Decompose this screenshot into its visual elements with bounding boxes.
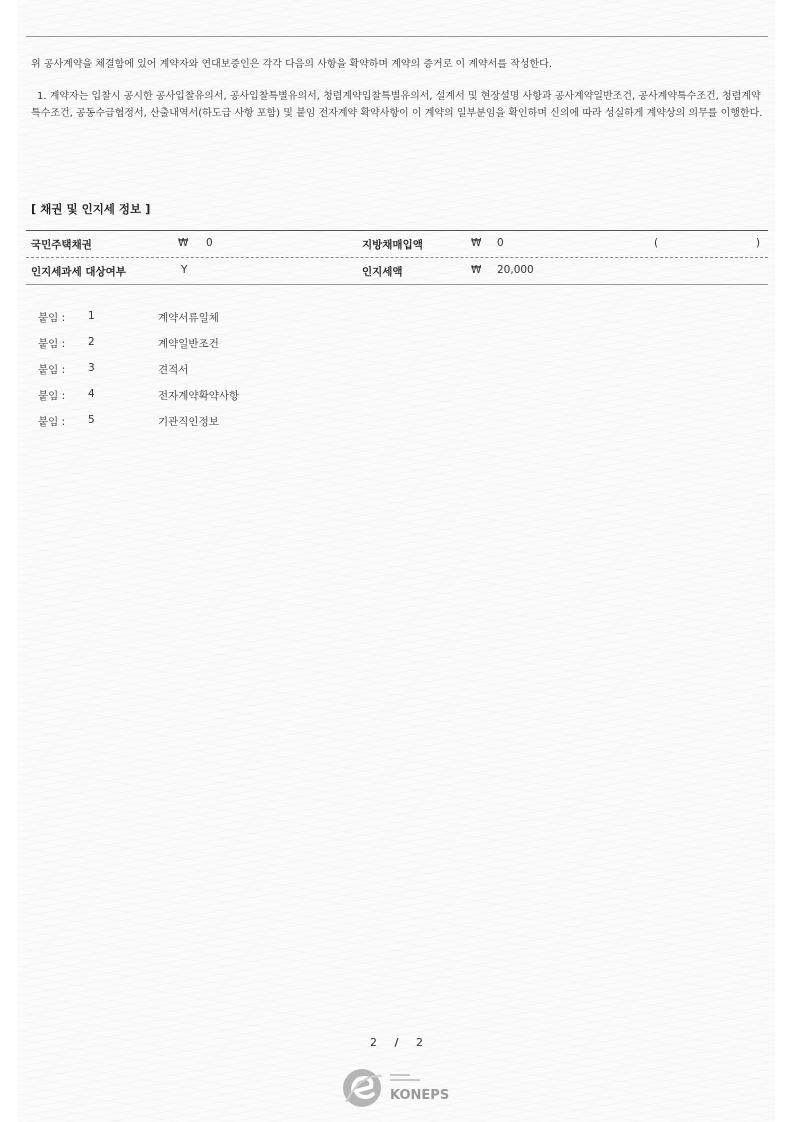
- currency-symbol: ₩: [178, 237, 189, 249]
- attachment-number: 2: [88, 336, 95, 348]
- attachment-number: 1: [88, 310, 95, 322]
- attachment-name: 견적서: [158, 364, 189, 376]
- attachment-name: 전자계약확약사항: [158, 390, 240, 402]
- attachment-label: 붙임 :: [38, 312, 66, 324]
- logo-text: KONEPS: [390, 1088, 450, 1103]
- bond-section-title: [ 채권 및 인지세 정보 ]: [31, 202, 151, 216]
- attachment-number: 4: [88, 388, 95, 400]
- intro-paragraph-1: 위 공사계약을 체결함에 있어 계약자와 연대보증인은 각각 다음의 사항을 확약하며 계약의 증거로 이 계약서를 작성한다.: [31, 59, 553, 70]
- document-sheet: [18, 0, 775, 1122]
- attachment-number: 5: [88, 414, 95, 426]
- total-pages: 2: [416, 1036, 424, 1049]
- top-divider: [26, 36, 768, 37]
- stamp-tax-amount-label: 인지세액: [362, 266, 403, 278]
- attachment-name: 계약일반조건: [158, 338, 219, 350]
- attachment-name: 계약서류일체: [158, 312, 219, 324]
- stamp-tax-amount-value: 20,000: [497, 264, 534, 276]
- page-indicator: [0, 1036, 793, 1049]
- stamp-tax-target-value: Y: [181, 264, 188, 276]
- attachment-label: 붙임 :: [38, 364, 66, 376]
- attachment-label: 붙임 :: [38, 416, 66, 428]
- local-bond-purchase-value: 0: [497, 237, 504, 249]
- e-letter-logo-icon: [340, 1066, 460, 1112]
- national-housing-bond-value: 0: [206, 237, 213, 249]
- bond-row-2: [26, 258, 768, 285]
- current-page: 2: [369, 1036, 377, 1049]
- koneps-logo: [340, 1066, 460, 1112]
- currency-symbol: ₩: [471, 264, 482, 276]
- bond-row-1: [26, 230, 768, 258]
- stamp-tax-target-label: 인지세과세 대상여부: [31, 266, 126, 278]
- page-separator: /: [394, 1036, 399, 1049]
- attachment-label: 붙임 :: [38, 338, 66, 350]
- local-bond-purchase-label: 지방채매입액: [362, 239, 423, 251]
- attachment-label: 붙임 :: [38, 390, 66, 402]
- intro-paragraph-2: 1. 계약자는 입찰시 공시한 공사입찰유의서, 공사입찰특별유의서, 청렴계약입찰특별유의서, 설계서 및 현장설명 사항과 공사계약일반조건, 공사계약특수조건, 청렴계약특수조건, 공동수급협정서, 산출내역서(하도급 사항 포함) 및 붙임 전자계약 확약사항이 이 계약의 일부분임을 확인하며 신의에 따라 성실하게 계약상의 의무를 이행한다.: [31, 91, 763, 119]
- currency-symbol: ₩: [471, 237, 482, 249]
- attachment-number: 3: [88, 362, 95, 374]
- paren-close: ): [756, 237, 761, 249]
- attachment-name: 기관직인정보: [158, 416, 219, 428]
- bond-info-table: [26, 230, 768, 285]
- paren-open: (: [654, 237, 659, 249]
- national-housing-bond-label: 국민주택채권: [31, 239, 92, 251]
